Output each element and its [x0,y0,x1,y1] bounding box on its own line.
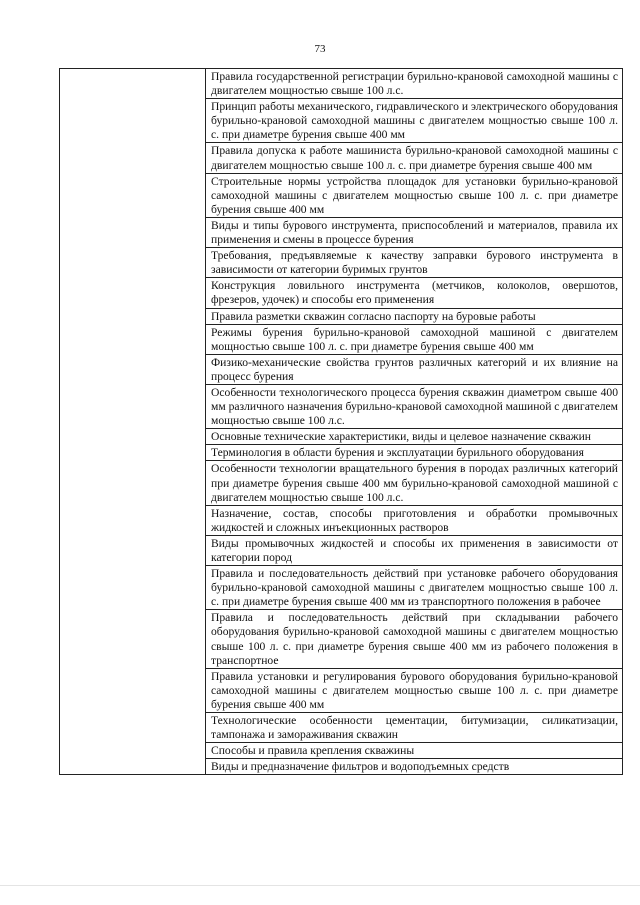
requirement-cell: Правила допуска к работе машиниста бурильно-крановой самоходной машины с двигателем мощностью свыше 100 л. с. при диаметре бурения свыше 400 мм [206,143,623,173]
requirement-cell: Конструкция ловильного инструмента (метчиков, колоколов, овершотов, фрезеров, удочек) и способы его применения [206,278,623,308]
requirement-cell: Правила установки и регулирования бурового оборудования бурильно-крановой самоходной машины с двигателем мощностью свыше 100 л. с. при диаметре бурения свыше 400 мм [206,668,623,712]
requirement-cell: Правила и последовательность действий при установке рабочего оборудования бурильно-крановой самоходной машины с двигателем мощностью свыше 100 л. с. при диаметре бурения свыше 400 мм из транспортного положения в рабочее [206,566,623,610]
requirement-cell: Виды и типы бурового инструмента, приспособлений и материалов, правила их применения и смены в процессе бурения [206,217,623,247]
requirement-cell: Правила и последовательность действий при складывании рабочего оборудования бурильно-крановой самоходной машины с двигателем мощностью свыше 100 л. с. при диаметре бурения свыше 400 мм из рабочего положения в транспортное [206,610,623,668]
requirement-cell: Строительные нормы устройства площадок для установки бурильно-крановой самоходной машины с двигателем мощностью свыше 100 л. с. при диаметре бурения свыше 400 мм [206,173,623,217]
page-number: 73 [314,43,326,55]
requirement-cell: Технологические особенности цементации, битумизации, силикатизации, тампонажа и замораживания скважин [206,713,623,743]
scan-edge-line [0,885,640,886]
requirement-cell: Требования, предъявляемые к качеству заправки бурового инструмента в зависимости от категории буримых грунтов [206,248,623,278]
knowledge-table-body [60,69,623,775]
requirement-cell: Особенности технологического процесса бурения скважин диаметром свыше 400 мм различного назначения бурильно-крановой самоходной машиной с двигателем мощностью свыше 100 л.с. [206,384,623,428]
requirement-cell: Режимы бурения бурильно-крановой самоходной машиной с двигателем мощностью свыше 100 л. с. при диаметре бурения свыше 400 мм [206,324,623,354]
requirement-cell: Способы и правила крепления скважины [206,743,623,759]
requirement-cell: Виды промывочных жидкостей и способы их применения в зависимости от категории пород [206,535,623,565]
requirement-cell: Особенности технологии вращательного бурения в породах различных категорий при диаметре бурения свыше 400 мм бурильно-крановой самоходной машиной с двигателем мощностью свыше 100 л.с. [206,461,623,505]
requirement-cell: Правила государственной регистрации бурильно-крановой самоходной машины с двигателем мощностью свыше 100 л.с. [206,69,623,99]
merged-empty-cell [60,69,206,775]
requirement-cell: Основные технические характеристики, виды и целевое назначение скважин [206,429,623,445]
table-row [60,69,623,99]
requirement-cell: Назначение, состав, способы приготовления и обработки промывочных жидкостей и сложных инъекционных растворов [206,505,623,535]
requirement-cell: Принцип работы механического, гидравлического и электрического оборудования бурильно-крановой самоходной машины с двигателем мощностью свыше 100 л. с. при диаметре бурения свыше 400 мм [206,99,623,143]
requirement-cell: Виды и предназначение фильтров и водоподъемных средств [206,759,623,775]
requirement-cell: Терминология в области бурения и эксплуатации бурильного оборудования [206,445,623,461]
requirement-cell: Физико-механические свойства грунтов различных категорий и их влияние на процесс бурения [206,354,623,384]
knowledge-table [59,68,623,775]
requirement-cell: Правила разметки скважин согласно паспорту на буровые работы [206,308,623,324]
